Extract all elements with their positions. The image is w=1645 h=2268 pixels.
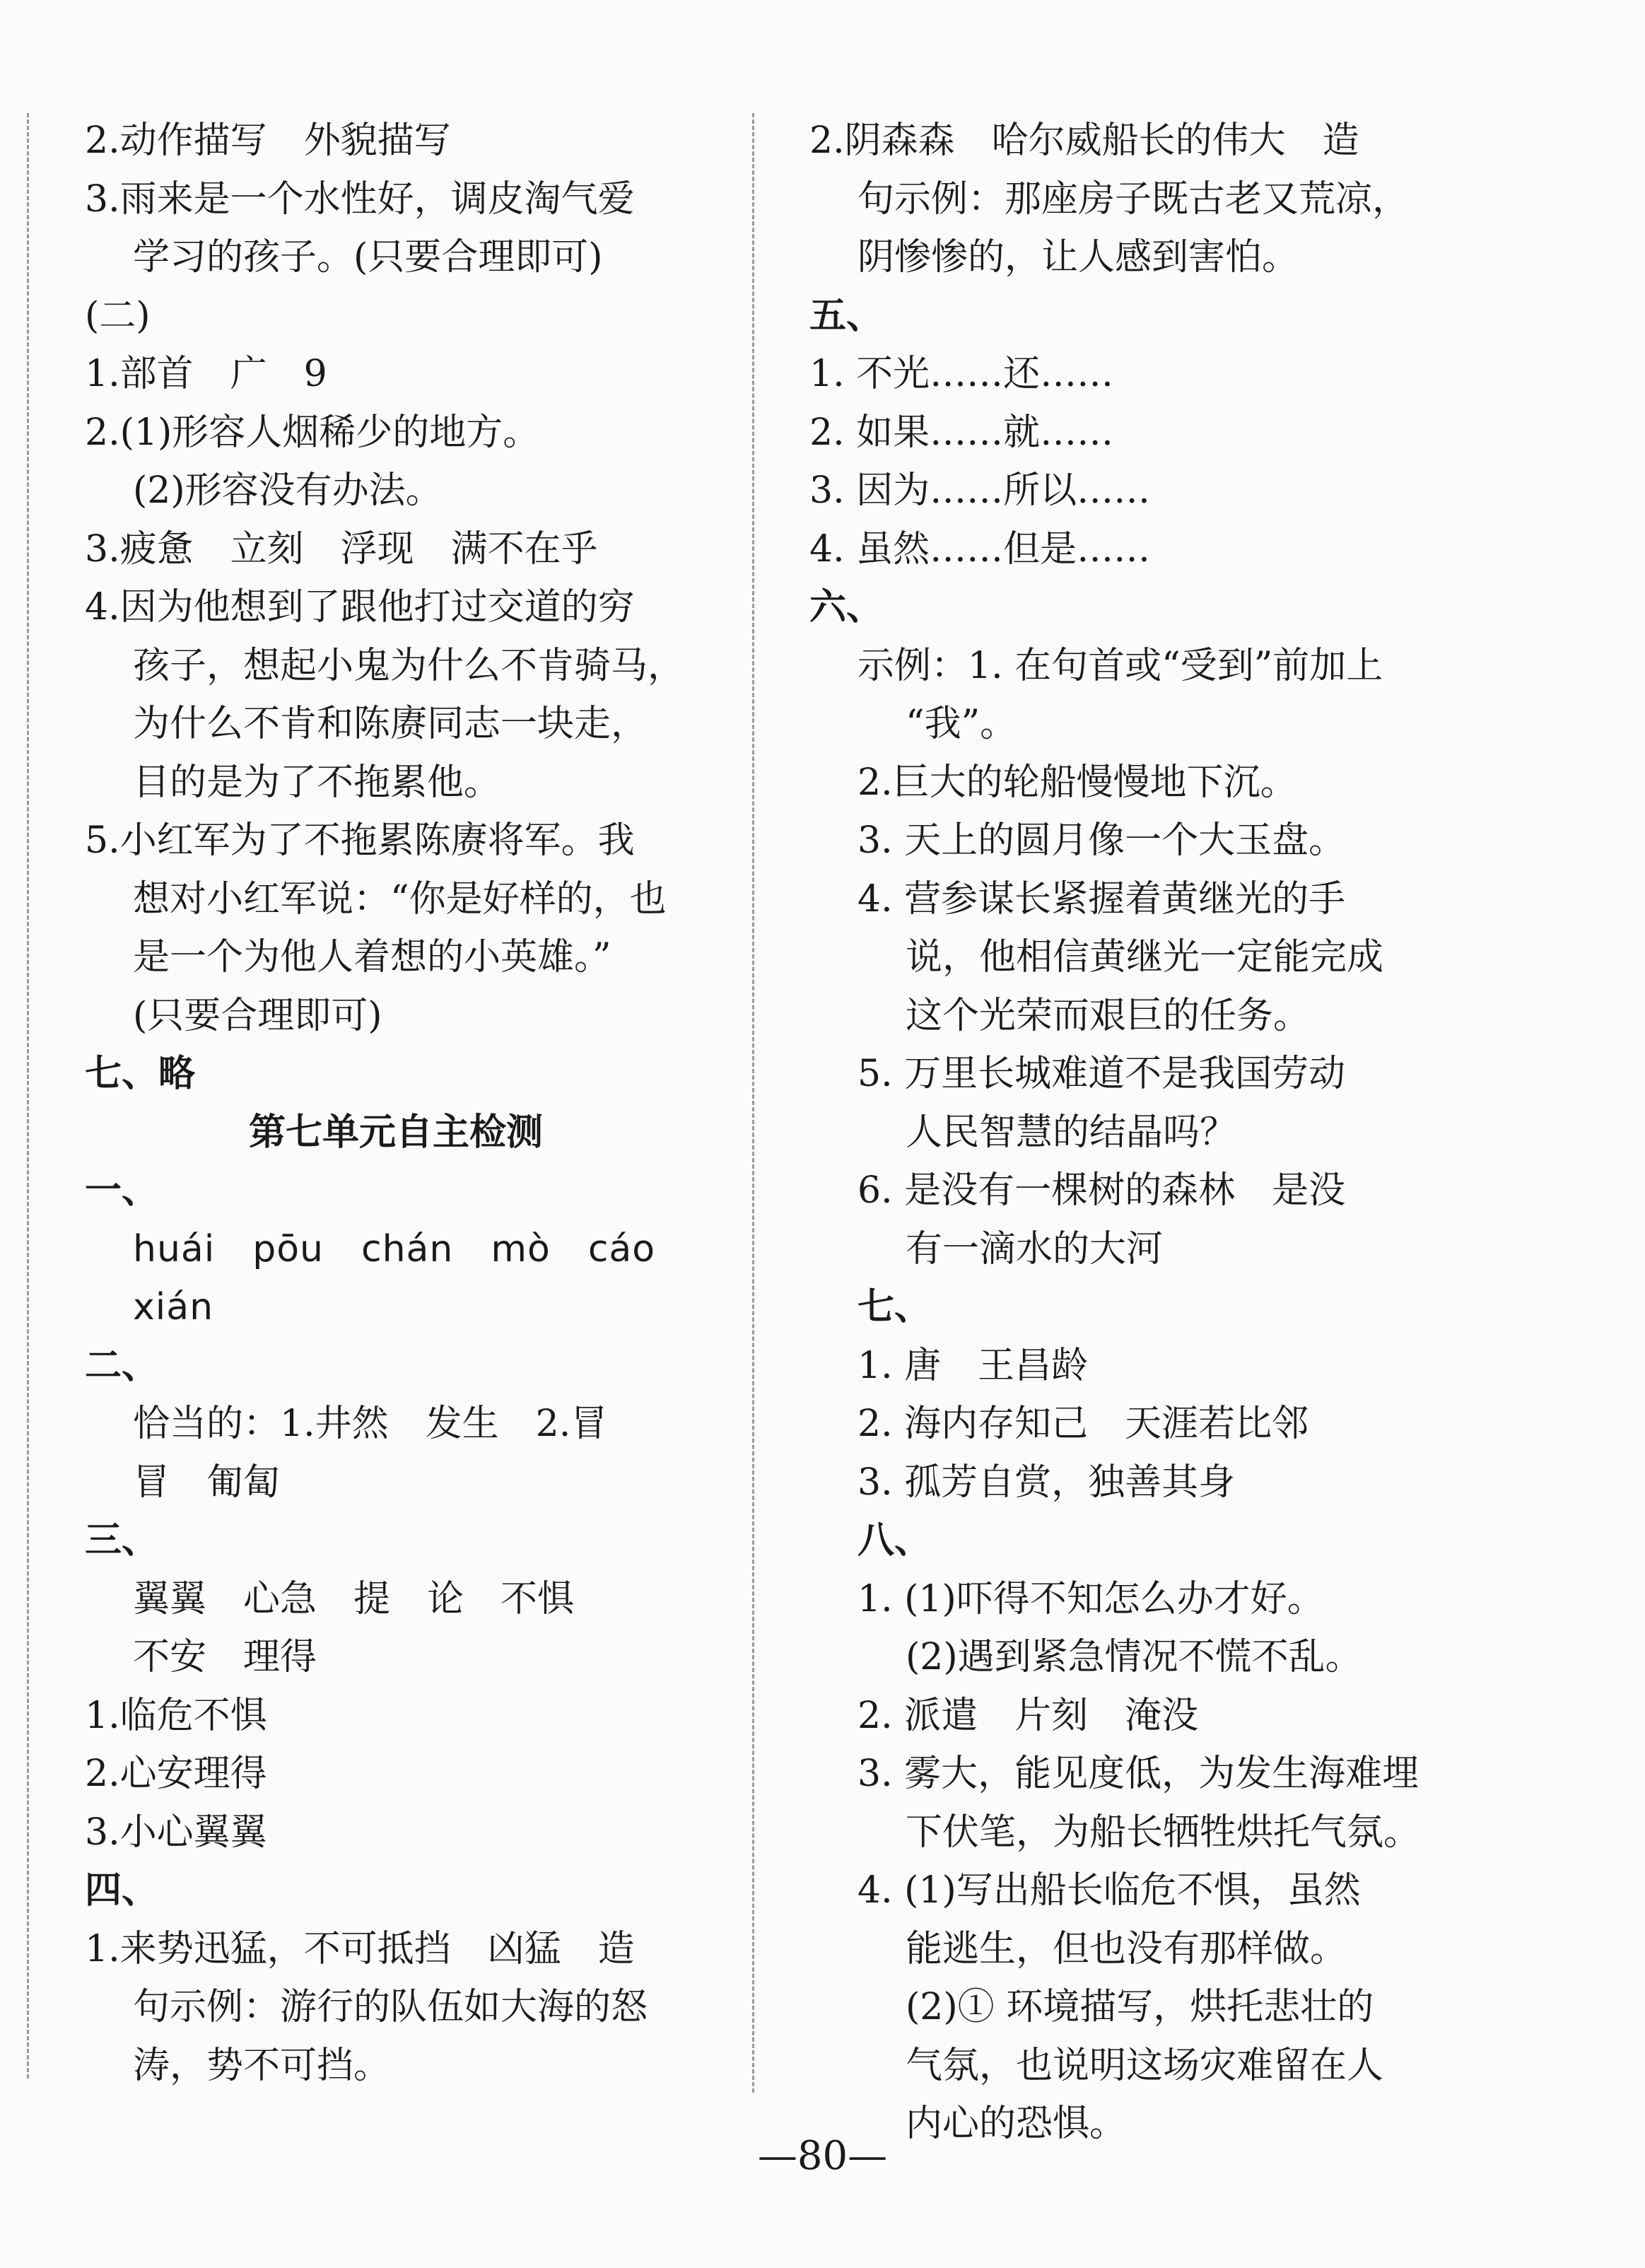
answer-line: 2.动作描写 外貌描写 [85, 119, 451, 162]
answer-line: (2)形容没有办法。 [133, 469, 443, 512]
answer-line: 阴惨惨的，让人感到害怕。 [857, 236, 1299, 279]
section-label: 四、 [85, 1869, 159, 1912]
answer-line: 这个光荣而艰巨的任务。 [906, 994, 1311, 1037]
answer-line: 6. 是没有一棵树的森林 是没 [857, 1169, 1346, 1212]
answer-line: 冒 匍匐 [133, 1461, 281, 1504]
answer-line: 1.部首 广 9 [85, 353, 327, 395]
answer-line: 2.巨大的轮船慢慢地下沉。 [857, 761, 1297, 804]
answer-line: 3.小心翼翼 [85, 1811, 267, 1854]
section-label: 二、 [85, 1343, 159, 1387]
answer-line: 句示例：游行的队伍如大海的怒 [133, 1986, 648, 2028]
answer-line: 2. 派遣 片刻 淹没 [857, 1694, 1199, 1737]
answer-line: 4. 营参谋长紧握着黄继光的手 [857, 877, 1346, 920]
section-heading: 第七单元自主检测 [248, 1110, 543, 1154]
answer-line: 2. 海内存知己 天涯若比邻 [857, 1403, 1309, 1445]
answer-line: 1.来势迅猛，不可抵挡 凶猛 造 [85, 1927, 635, 1970]
section-label: 七、略 [85, 1052, 196, 1095]
answer-line: 5.小红军为了不拖累陈赓将军。我 [85, 819, 635, 862]
answer-line: 人民智慧的结晶吗？ [906, 1111, 1237, 1154]
answer-line: 翼翼 心急 提 论 不惧 [133, 1577, 575, 1620]
answer-line: 3.雨来是一个水性好，调皮淘气爱 [85, 177, 635, 221]
answer-line: huái pōu chán mò cáo [133, 1227, 656, 1270]
page-number: —80— [757, 2133, 888, 2179]
answer-line: 示例：1. 在句首或“受到”前加上 [857, 644, 1383, 687]
answer-line: 3.疲惫 立刻 浮现 满不在乎 [85, 527, 598, 571]
answer-line: 气氛，也说明这场灾难留在人 [906, 2044, 1384, 2087]
answer-line: 5. 万里长城难道不是我国劳动 [857, 1053, 1346, 1095]
answer-line: (只要合理即可) [133, 994, 382, 1037]
answer-line: 2.心安理得 [85, 1753, 267, 1795]
left-column [85, 112, 707, 2095]
answer-line: 内心的恐惧。 [906, 2103, 1127, 2145]
answer-line: 4. 虽然……但是…… [809, 527, 1151, 571]
answer-line: 下伏笔，为船长牺牲烘托气氛。 [906, 1811, 1421, 1854]
answer-line: (2)① 环境描写，烘托悲壮的 [906, 1986, 1374, 2028]
answer-line: 说，他相信黄继光一定能完成 [906, 936, 1384, 978]
answer-line: 句示例：那座房子既古老又荒凉， [857, 177, 1410, 221]
answer-line: “我”。 [906, 703, 1017, 745]
answer-line: 想对小红军说：“你是好样的，也 [133, 877, 667, 920]
answer-line: 3. 孤芳自赏，独善其身 [857, 1461, 1236, 1504]
answer-line: 孩子，想起小鬼为什么不肯骑马， [133, 644, 685, 687]
answer-line: 有一滴水的大河 [906, 1227, 1164, 1270]
answer-line: 为什么不肯和陈赓同志一块走， [133, 703, 648, 745]
answer-line: 恰当的：1.井然 发生 2.冒 [133, 1403, 608, 1445]
answer-line: 3. 天上的圆月像一个大玉盘。 [857, 819, 1346, 862]
section-label: 一、 [85, 1169, 159, 1212]
section-label: 八、 [857, 1519, 932, 1562]
section-label: 七、 [857, 1285, 932, 1328]
answer-line: 3. 雾大，能见度低，为发生海难埋 [857, 1753, 1419, 1795]
answer-line: 4. (1)写出船长临危不惧，虽然 [857, 1869, 1361, 1912]
answer-line: 2.阴森森 哈尔威船长的伟大 造 [809, 119, 1359, 162]
answer-line: (2)遇到紧急情况不慌不乱。 [906, 1636, 1362, 1678]
answer-line: xián [133, 1286, 214, 1328]
answer-line: 目的是为了不拖累他。 [133, 761, 501, 804]
answer-line: 能逃生，但也没有那样做。 [906, 1927, 1347, 1970]
answer-line: 1. 唐 王昌龄 [857, 1344, 1089, 1387]
answer-line: 2.(1)形容人烟稀少的地方。 [85, 411, 540, 454]
left-binding-dashed-line [27, 113, 29, 2079]
answer-line: 学习的孩子。(只要合理即可) [133, 236, 603, 279]
section-label: 五、 [809, 293, 884, 337]
answer-line: 3. 因为……所以…… [809, 469, 1151, 512]
answer-line: 不安 理得 [133, 1636, 317, 1678]
answer-line: (二) [85, 294, 151, 337]
column-divider-dashed-line [752, 113, 754, 2093]
answer-line: 4.因为他想到了跟他打过交道的穷 [85, 586, 635, 629]
section-label: 三、 [85, 1519, 159, 1562]
answer-line: 涛，势不可挡。 [133, 2044, 391, 2087]
answer-line: 1. 不光……还…… [809, 353, 1114, 395]
answer-line: 1.临危不惧 [85, 1694, 267, 1737]
section-label: 六、 [809, 585, 884, 629]
answer-line: 1. (1)吓得不知怎么办才好。 [857, 1577, 1324, 1620]
right-column [809, 112, 1545, 2153]
answer-line: 是一个为他人着想的小英雄。” [133, 936, 611, 978]
answer-line: 2. 如果……就…… [809, 411, 1114, 454]
